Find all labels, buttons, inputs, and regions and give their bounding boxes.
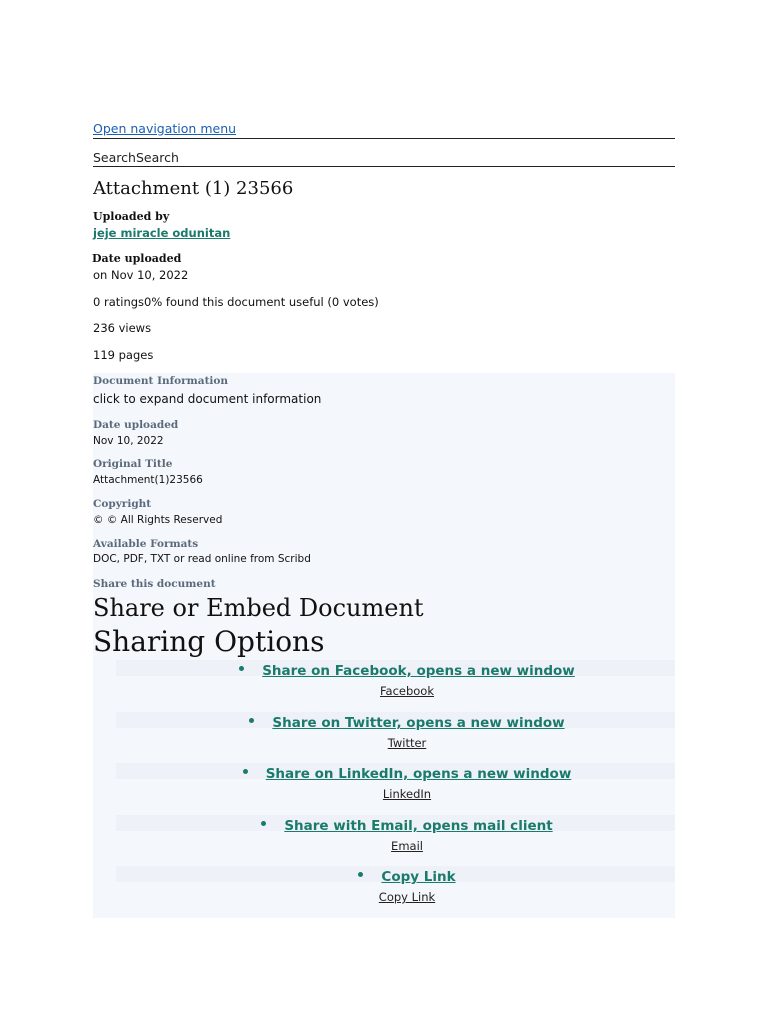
share-facebook-link[interactable]: Share on Facebook, opens a new window bbox=[262, 663, 575, 679]
original-title-value: Attachment(1)23566 bbox=[93, 474, 203, 486]
email-link[interactable]: Email bbox=[391, 839, 423, 853]
available-formats-label: Available Formats bbox=[93, 538, 199, 550]
share-facebook-item bbox=[139, 660, 675, 699]
info-date-label: Date uploaded bbox=[93, 419, 179, 431]
bullet-icon bbox=[249, 718, 254, 723]
available-formats-value: DOC, PDF, TXT or read online from Scribd bbox=[93, 553, 311, 565]
sharing-options-heading: Sharing Options bbox=[93, 625, 325, 658]
share-linkedin-item bbox=[139, 763, 675, 802]
date-uploaded-value: on Nov 10, 2022 bbox=[93, 268, 189, 282]
share-email-item bbox=[139, 815, 675, 854]
original-title-label: Original Title bbox=[93, 458, 173, 470]
share-this-document-label: Share this document bbox=[93, 578, 216, 590]
bullet-icon bbox=[358, 872, 363, 877]
share-twitter-link[interactable]: Share on Twitter, opens a new window bbox=[272, 715, 565, 731]
uploaded-by-label: Uploaded by bbox=[93, 210, 170, 223]
share-email-link[interactable]: Share with Email, opens mail client bbox=[284, 818, 553, 834]
facebook-link[interactable]: Facebook bbox=[379, 684, 435, 698]
open-navigation-menu-link[interactable]: Open navigation menu bbox=[93, 121, 237, 136]
bullet-icon bbox=[261, 821, 266, 826]
uploader-link[interactable]: jeje miracle odunitan bbox=[93, 226, 231, 240]
share-or-embed-heading: Share or Embed Document bbox=[93, 594, 424, 622]
bullet-icon bbox=[239, 666, 244, 671]
info-date-value: Nov 10, 2022 bbox=[93, 435, 164, 447]
bullet-icon bbox=[243, 769, 248, 774]
share-twitter-item bbox=[139, 712, 675, 751]
views-count: 236 views bbox=[93, 321, 152, 335]
linkedin-link[interactable]: LinkedIn bbox=[382, 787, 432, 801]
twitter-link[interactable]: Twitter bbox=[387, 736, 427, 750]
ratings-text: 0 ratings0% found this document useful (0 votes) bbox=[93, 295, 379, 309]
pages-count: 119 pages bbox=[93, 348, 154, 362]
search-divider bbox=[93, 166, 675, 167]
copy-link-button[interactable]: Copy Link bbox=[381, 869, 456, 885]
copy-link-item bbox=[139, 866, 675, 905]
nav-divider bbox=[93, 138, 675, 139]
share-linkedin-link[interactable]: Share on LinkedIn, opens a new window bbox=[265, 766, 572, 782]
search-field[interactable]: SearchSearch bbox=[93, 150, 179, 165]
copyright-label: Copyright bbox=[93, 498, 152, 510]
copy-link-text[interactable]: Copy Link bbox=[378, 890, 436, 904]
document-title: Attachment (1) 23566 bbox=[93, 178, 294, 199]
document-information-heading: Document Information bbox=[93, 375, 229, 387]
date-uploaded-label: Date uploaded bbox=[92, 252, 182, 265]
copyright-value: © © All Rights Reserved bbox=[93, 514, 223, 526]
expand-document-information[interactable]: click to expand document information bbox=[93, 392, 322, 406]
